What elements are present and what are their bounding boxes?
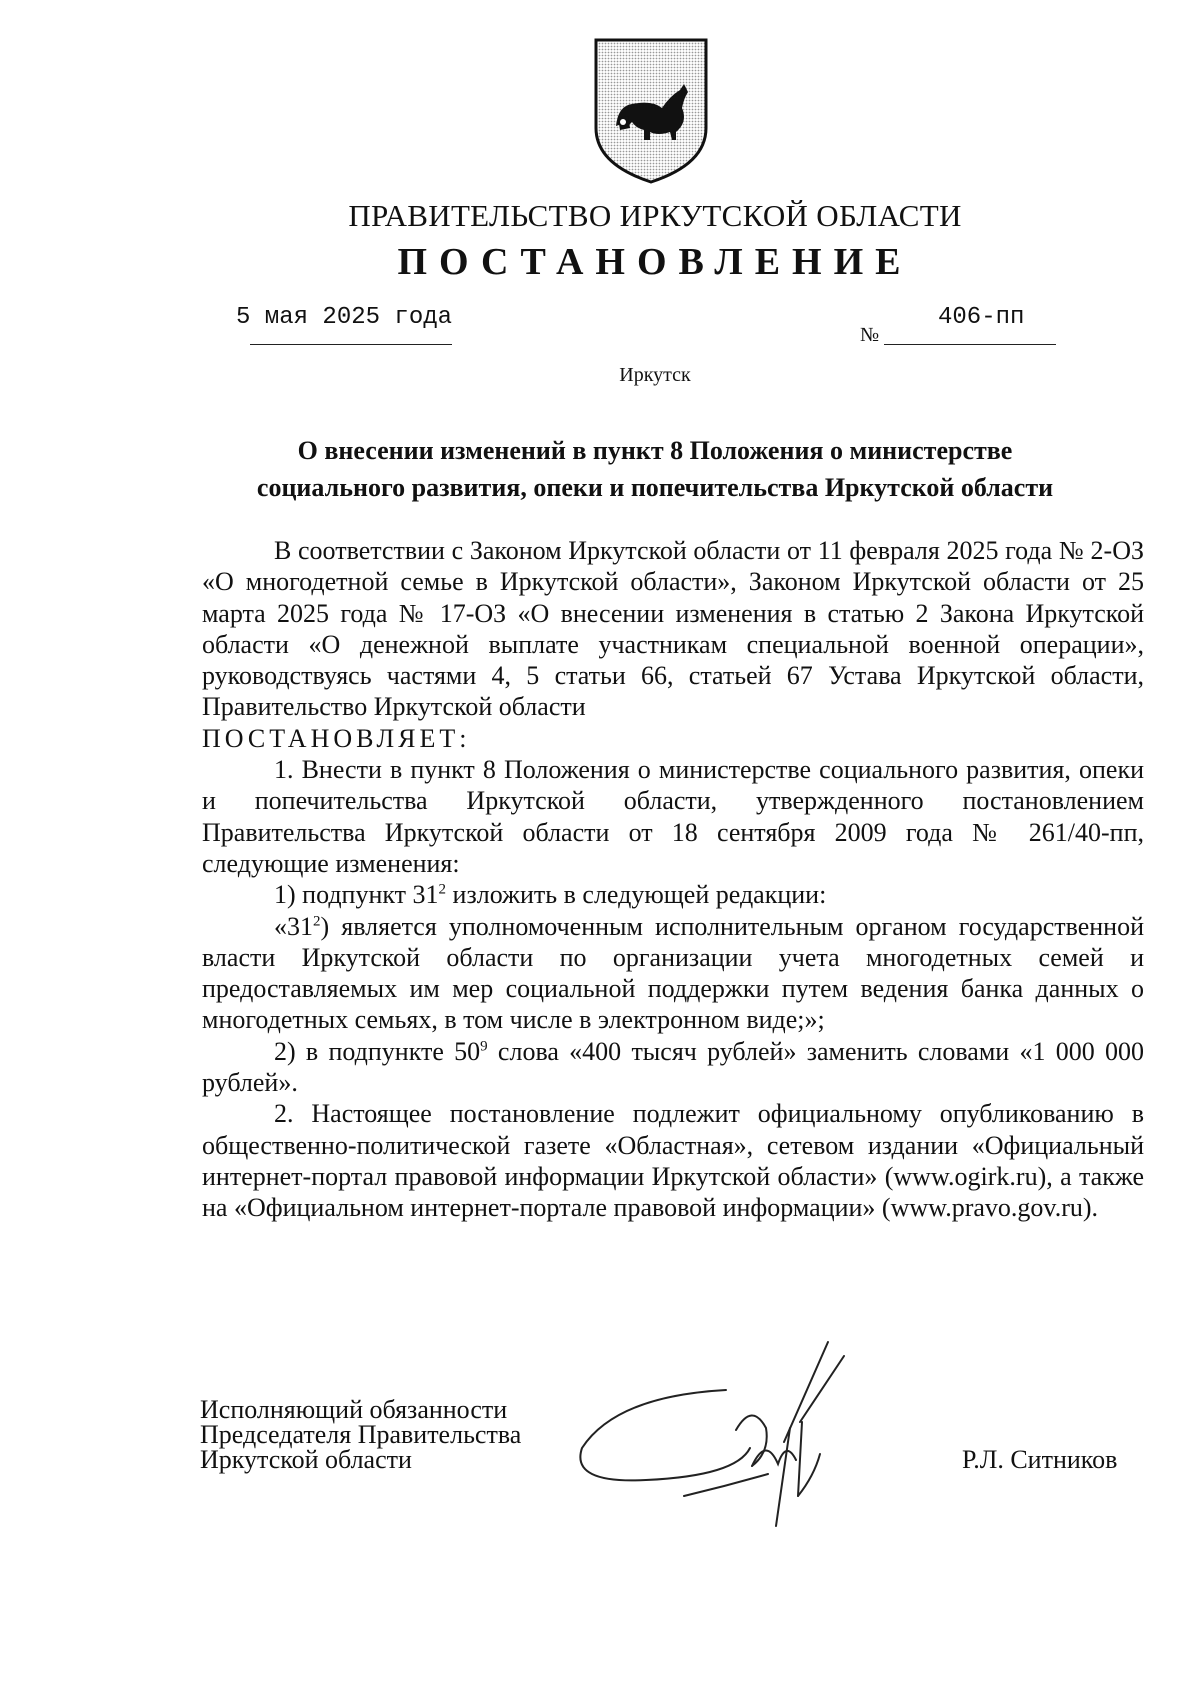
preamble-paragraph: В соответствии с Законом Иркутской области от 11 февраля 2025 года № 2-ОЗ «О многодетной семье в Иркутской области», Законом Иркутской области от 25 марта 2025 года № 17-ОЗ «О внесении изменения в статью 2 Закона Иркутской области «О денежной выплате участникам специальной военной операции», руководствуясь частями 4, 5 статьи 66, статьей 67 Устава Иркутской области, Правительство Иркутской области bbox=[202, 536, 1144, 722]
title-line-2: социального развития, опеки и попечительства Иркутской области bbox=[256, 473, 1054, 502]
position-line-2: Председателя Правительства bbox=[200, 1420, 522, 1449]
document-title bbox=[200, 432, 1110, 506]
subitem-2-superscript: 9 bbox=[480, 1038, 488, 1055]
subitem-2-paragraph bbox=[202, 1036, 1144, 1099]
item-2-paragraph: 2. Настоящее постановление подлежит официальному опубликованию в общественно-политической газете «Областная», сетевом издании «Официальный интернет-портал правовой информации Иркутской области» (www.ogirk.ru), а также на «Официальном интернет-портале правовой информации» (www.pravo.gov.ru). bbox=[202, 1099, 1144, 1223]
quote-text-a: «31 bbox=[274, 911, 313, 941]
handwritten-signature bbox=[576, 1336, 906, 1536]
subitem-2-text-b: слова «400 тысяч рублей» заменить словами «1 000 000 рублей». bbox=[202, 1036, 1144, 1098]
position-line-3: Иркутской области bbox=[200, 1445, 412, 1474]
subitem-1-paragraph bbox=[202, 879, 1144, 910]
subitem-2-text-a: 2) в подпункте 50 bbox=[274, 1036, 481, 1066]
coat-of-arms-irkutsk-icon bbox=[592, 36, 710, 186]
quote-text-b: ) является уполномоченным исполнительным органом государственной власти Иркутской области по организации учета многодетных семей и предоставляемых им мер социальной поддержки путем ведения банка данных о многодетных семьях, в том числе в электронном виде;»; bbox=[202, 911, 1144, 1035]
subitem-1-superscript: 2 bbox=[438, 881, 447, 898]
number-underline bbox=[884, 344, 1056, 345]
item-1-paragraph: 1. Внести в пункт 8 Положения о министерстве социального развития, опеки и попечительства Иркутской области, утвержденного постановлением Правительства Иркутской области от 18 сентября 2009 года № 261/40-пп, следующие изменения: bbox=[202, 755, 1144, 878]
signatory-name: Р.Л. Ситников bbox=[962, 1445, 1118, 1474]
city: Иркутск bbox=[619, 364, 691, 386]
subitem-1-text-b: изложить в следующей редакции: bbox=[446, 880, 827, 910]
position-line-1: Исполняющий обязанности bbox=[200, 1395, 508, 1424]
quote-superscript: 2 bbox=[313, 912, 321, 929]
government-name: ПРАВИТЕЛЬСТВО ИРКУТСКОЙ ОБЛАСТИ bbox=[348, 198, 962, 233]
date-underline bbox=[250, 344, 452, 345]
document-number: 406-пп bbox=[938, 304, 1025, 331]
number-sign: № bbox=[860, 324, 880, 346]
subitem-1-text-a: 1) подпункт 31 bbox=[274, 880, 439, 910]
document-type: ПОСТАНОВЛЕНИЕ bbox=[397, 241, 913, 283]
signatory-position bbox=[200, 1397, 521, 1472]
document-body bbox=[202, 535, 1144, 1224]
document-date: 5 мая 2025 года bbox=[236, 304, 453, 331]
title-line-1: О внесении изменений в пункт 8 Положения о министерстве bbox=[297, 436, 1013, 465]
quoted-text-paragraph bbox=[202, 911, 1144, 1036]
resolves-heading: ПОСТАНОВЛЯЕТ: bbox=[202, 723, 471, 753]
